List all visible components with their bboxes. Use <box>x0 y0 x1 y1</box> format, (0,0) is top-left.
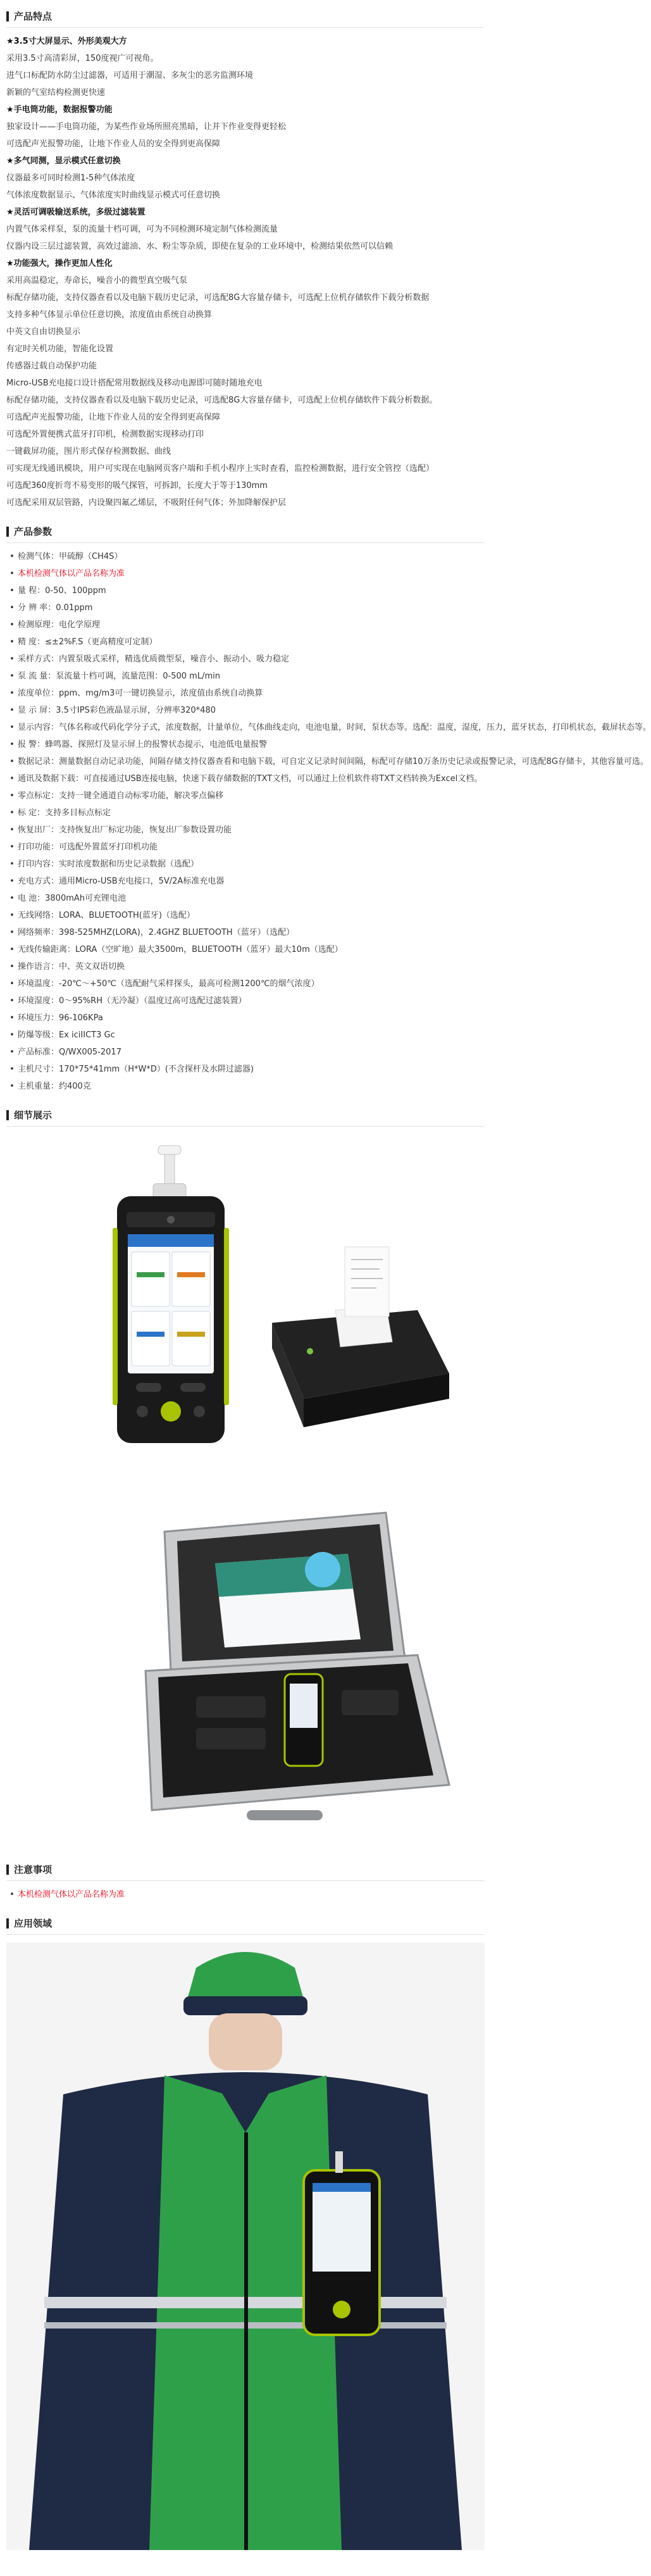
feature-line: 中英文自由切换显示 <box>6 327 81 337</box>
param-item <box>6 924 485 941</box>
param-text: 标 定：支持多目标点标定 <box>18 808 111 818</box>
feature-line: 采用3.5寸高清彩屏，150度视广可视角。 <box>6 54 159 63</box>
param-item <box>6 565 485 582</box>
feature-line: 传感器过载自动保护功能 <box>6 361 97 371</box>
notice-text: 本机检测气体以产品名称为准 <box>18 1890 125 1899</box>
feature-line: 仪器最多可同时检测1-5种气体浓度 <box>6 173 135 183</box>
bullet-icon: • <box>9 979 15 989</box>
bullet-icon: • <box>9 996 15 1006</box>
params-list <box>6 548 651 1095</box>
param-item <box>6 736 485 753</box>
feature-line: 标配存储功能，支持仪器查看以及电脑下载历史记录，可选配8G大容量存储卡，可选配上位机存储软件下载分析数据 <box>6 293 430 303</box>
bullet-icon: • <box>9 842 15 852</box>
params-title: 产品参数 <box>14 526 53 537</box>
bullet-icon: • <box>9 620 15 630</box>
feature-line: 有定时关机功能，智能化设置 <box>6 344 114 354</box>
bullet-icon: • <box>9 825 15 835</box>
param-item <box>6 958 485 975</box>
feature-line: 标配存储功能，支持仪器查看以及电脑下载历史记录，可选配8G大容量存储卡，可选配上位机存储软件下载分析数据。 <box>6 396 438 405</box>
param-text: 无线传输距离：LORA（空旷地）最大3500m，BLUETOOTH（蓝牙）最大10m（选配） <box>18 945 343 954</box>
param-text: 采样方式：内置泵吸式采样，精选优质微型泵，噪音小、振动小、吸力稳定 <box>18 654 290 664</box>
bullet-icon: • <box>9 603 15 613</box>
param-item <box>6 770 485 787</box>
param-text: 环境温度：-20℃～+50℃（选配耐气采样探头，最高可检测1200℃的烟气浓度） <box>18 979 319 989</box>
feature-line: 可实现无线通讯模块，用户可实现在电脑网页客户端和手机小程序上实时查看，监控检测数据，进行安全管控（选配） <box>6 464 435 473</box>
bullet-icon: • <box>9 860 15 869</box>
param-text: 精 度：≤±2%F.S（更高精度可定制） <box>18 637 158 647</box>
param-item <box>6 975 485 992</box>
param-item <box>6 1078 485 1095</box>
notice-title: 注意事项 <box>14 1864 53 1875</box>
feature-heading: ★多气同测，显示模式任意切换 <box>6 156 121 166</box>
params-section-header <box>6 520 485 543</box>
feature-line: 气体浓度数据显示、气体浓度实时曲线显示模式可任意切换 <box>6 191 221 200</box>
param-text: 检测气体：甲硫醇（CH4S） <box>18 552 123 561</box>
param-text: 无线网络：LORA、BLUETOOTH(蓝牙)（选配） <box>18 911 195 920</box>
bullet-icon: • <box>9 791 15 801</box>
features-title: 产品特点 <box>14 11 53 22</box>
param-text: 主机尺寸：170*75*41mm（H*W*D）(不含探杆及水阱过滤器) <box>18 1065 254 1074</box>
bullet-icon: • <box>9 689 15 698</box>
bullet-icon: • <box>9 1047 15 1057</box>
param-item <box>6 1061 485 1078</box>
param-item <box>6 941 485 958</box>
bullet-icon: • <box>9 706 15 715</box>
bullet-icon: • <box>9 637 15 647</box>
param-item <box>6 616 485 634</box>
feature-line: 可选配360度折弯不易变形的吸气探管，可拆卸，长度大于等于130mm <box>6 481 268 491</box>
param-text: 电 池：3800mAh可充锂电池 <box>18 894 127 903</box>
param-item <box>6 582 485 599</box>
feature-line: 可选配采用双层管路，内设聚四氟乙烯层，不吸附任何气体；外加降解保护层 <box>6 498 287 508</box>
notice-section-header <box>6 1858 485 1881</box>
bullet-icon: • <box>9 1065 15 1074</box>
param-item <box>6 702 485 719</box>
bullet-icon: • <box>9 894 15 903</box>
param-text: 显 示 屏：3.5寸IPS彩色液晶显示屏，分辨率320*480 <box>18 706 216 715</box>
carrying-case-image <box>6 1494 485 1848</box>
param-text: 操作语言：中、英文双语切换 <box>18 962 125 972</box>
product-detail-page <box>0 5 651 2550</box>
param-item <box>6 548 485 565</box>
section-marker <box>6 527 9 537</box>
param-item <box>6 634 485 651</box>
param-text: 浓度单位：ppm、mg/m3可一键切换显示，浓度值由系统自动换算 <box>18 689 263 698</box>
param-text: 显示内容：气体名称或代码化学分子式，浓度数据，计量单位，气体曲线走向，电池电量，时间，泵状态等。选配：温度，湿度，压力，蓝牙状态，打印机状态，截屏状态等。 <box>18 723 651 732</box>
bullet-icon: • <box>9 945 15 954</box>
feature-line: 可选配外置便携式蓝牙打印机，检测数据实现移动打印 <box>6 430 204 439</box>
param-text: 零点标定：支持一键全通道自动标零功能，解决零点偏移 <box>18 791 224 801</box>
section-marker <box>6 1110 9 1120</box>
param-item <box>6 1044 485 1061</box>
feature-line: 采用高温稳定，寿命长，噪音小的微型真空吸气泵 <box>6 276 188 285</box>
device-printer-illustration <box>6 1133 485 1487</box>
bullet-icon: • <box>9 774 15 784</box>
feature-line: Micro-USB充电接口设计搭配常用数据线及移动电源即可随时随地充电 <box>6 378 263 388</box>
param-text: 环境压力：96-106KPa <box>18 1013 103 1023</box>
feature-heading: ★3.5寸大屏显示、外形美观大方 <box>6 37 127 46</box>
bullet-icon: • <box>9 740 15 749</box>
feature-line: 内置气体采样泵，泵的流量十档可调，可为不同检测环境定制气体检测流量 <box>6 225 278 234</box>
section-marker <box>6 1918 9 1929</box>
feature-line: 独家设计——手电筒功能，为某些作业场所照亮黑暗，让并下作业变得更轻松 <box>6 122 287 132</box>
application-title: 应用领域 <box>14 1918 53 1929</box>
param-item <box>6 873 485 890</box>
param-text: 打印功能：可选配外置蓝牙打印机功能 <box>18 842 158 852</box>
param-item <box>6 856 485 873</box>
bullet-icon: • <box>9 723 15 732</box>
bullet-icon: • <box>9 808 15 818</box>
bullet-icon: • <box>9 1890 15 1899</box>
param-text: 通讯及数据下载：可直接通过USB连接电脑，快速下载存储数据的TXT文档，可以通过上位机软件将TXT文档转换为Excel文档。 <box>18 774 483 784</box>
details-title: 细节展示 <box>14 1110 53 1121</box>
param-text: 打印内容：实时浓度数据和历史记录数据（选配） <box>18 860 199 869</box>
bullet-icon: • <box>9 877 15 886</box>
param-item <box>6 1027 485 1044</box>
param-item <box>6 685 485 702</box>
param-text: 本机检测气体以产品名称为准 <box>18 569 125 578</box>
param-item <box>6 992 485 1010</box>
application-photo <box>6 1942 485 2550</box>
feature-heading: ★灵活可调吸输送系统，多级过滤装置 <box>6 208 146 217</box>
param-text: 防爆等级：Ex iciIICT3 Gc <box>18 1030 115 1040</box>
param-text: 泵 流 量：泵流量十档可调，流量范围：0-500 mL/min <box>18 672 220 681</box>
param-text: 主机重量：约400克 <box>18 1082 91 1091</box>
bullet-icon: • <box>9 1030 15 1040</box>
bullet-icon: • <box>9 928 15 937</box>
bullet-icon: • <box>9 911 15 920</box>
worker-illustration <box>6 1942 485 2550</box>
param-text: 报 警：蜂鸣器、探照灯及显示屏上的报警状态提示，电池低电量报警 <box>18 740 268 749</box>
param-item <box>6 719 651 736</box>
bullet-icon: • <box>9 962 15 972</box>
param-item <box>6 599 485 616</box>
param-text: 分 辨 率：0.01ppm <box>18 603 93 613</box>
feature-heading: ★功能强大，操作更加人性化 <box>6 259 113 268</box>
bullet-icon: • <box>9 1013 15 1023</box>
param-item <box>6 1010 485 1027</box>
bullet-icon: • <box>9 569 15 578</box>
param-text: 数据记录：测量数据自动记录功能，间隔存储支持仪器查看和电脑下载，可自定义记录时间间隔，标配可存储10万条历史记录或报警记录，可选配8G存储卡，其他容量可选。 <box>18 757 648 766</box>
feature-line: 支持多种气体显示单位任意切换，浓度值由系统自动换算 <box>6 310 213 320</box>
section-marker <box>6 11 9 22</box>
param-text: 恢复出厂：支持恢复出厂标定功能，恢复出厂参数设置功能 <box>18 825 232 835</box>
param-text: 网络频率：398-525MHZ(LORA)，2.4GHZ BLUETOOTH（蓝牙）（选配） <box>18 928 295 937</box>
param-item <box>6 907 485 924</box>
bullet-icon: • <box>9 586 15 596</box>
bullet-icon: • <box>9 1082 15 1091</box>
feature-line: 可选配声光报警功能，让地下作业人员的安全得到更高保障 <box>6 139 221 149</box>
device-printer-image <box>6 1133 485 1487</box>
notice-list <box>6 1886 485 1903</box>
feature-heading: ★手电筒功能，数据报警功能 <box>6 105 113 115</box>
carrying-case-illustration <box>6 1494 485 1848</box>
feature-line: 新颖的气室结构检测更快速 <box>6 88 106 97</box>
param-item <box>6 787 485 804</box>
param-item <box>6 839 485 856</box>
param-text: 量 程：0-50、100ppm <box>18 586 106 596</box>
section-marker <box>6 1865 9 1875</box>
features-section-header <box>6 5 485 28</box>
param-item <box>6 651 485 668</box>
feature-line: 仪器内设三层过滤装置，高效过滤油、水、粉尘等杂质，即使在复杂的工业环境中，检测结果依然可以信赖 <box>6 242 394 251</box>
param-text: 环境湿度：0～95%RH（无冷凝）（温度过高可选配过滤装置） <box>18 996 247 1006</box>
features-list <box>6 33 485 511</box>
param-item <box>6 890 485 907</box>
notice-item <box>6 1886 485 1903</box>
feature-line: 进气口标配防水防尘过滤器，可适用于潮湿、多灰尘的恶劣监测环境 <box>6 71 254 80</box>
param-item <box>6 822 485 839</box>
param-text: 产品标准：Q/WX005-2017 <box>18 1047 121 1057</box>
param-text: 充电方式：通用Micro-USB充电接口，5V/2A标准充电器 <box>18 877 225 886</box>
bullet-icon: • <box>9 672 15 681</box>
param-item <box>6 804 485 822</box>
param-item <box>6 753 648 770</box>
application-section-header <box>6 1912 485 1935</box>
feature-line: 可选配声光报警功能，让地下作业人员的安全得到更高保障 <box>6 413 221 422</box>
bullet-icon: • <box>9 757 15 766</box>
feature-line: 一键截屏功能，图片形式保存检测数据、曲线 <box>6 447 171 456</box>
bullet-icon: • <box>9 654 15 664</box>
param-item <box>6 668 485 685</box>
param-text: 检测原理：电化学原理 <box>18 620 101 630</box>
bullet-icon: • <box>9 552 15 561</box>
details-section-header <box>6 1104 485 1127</box>
